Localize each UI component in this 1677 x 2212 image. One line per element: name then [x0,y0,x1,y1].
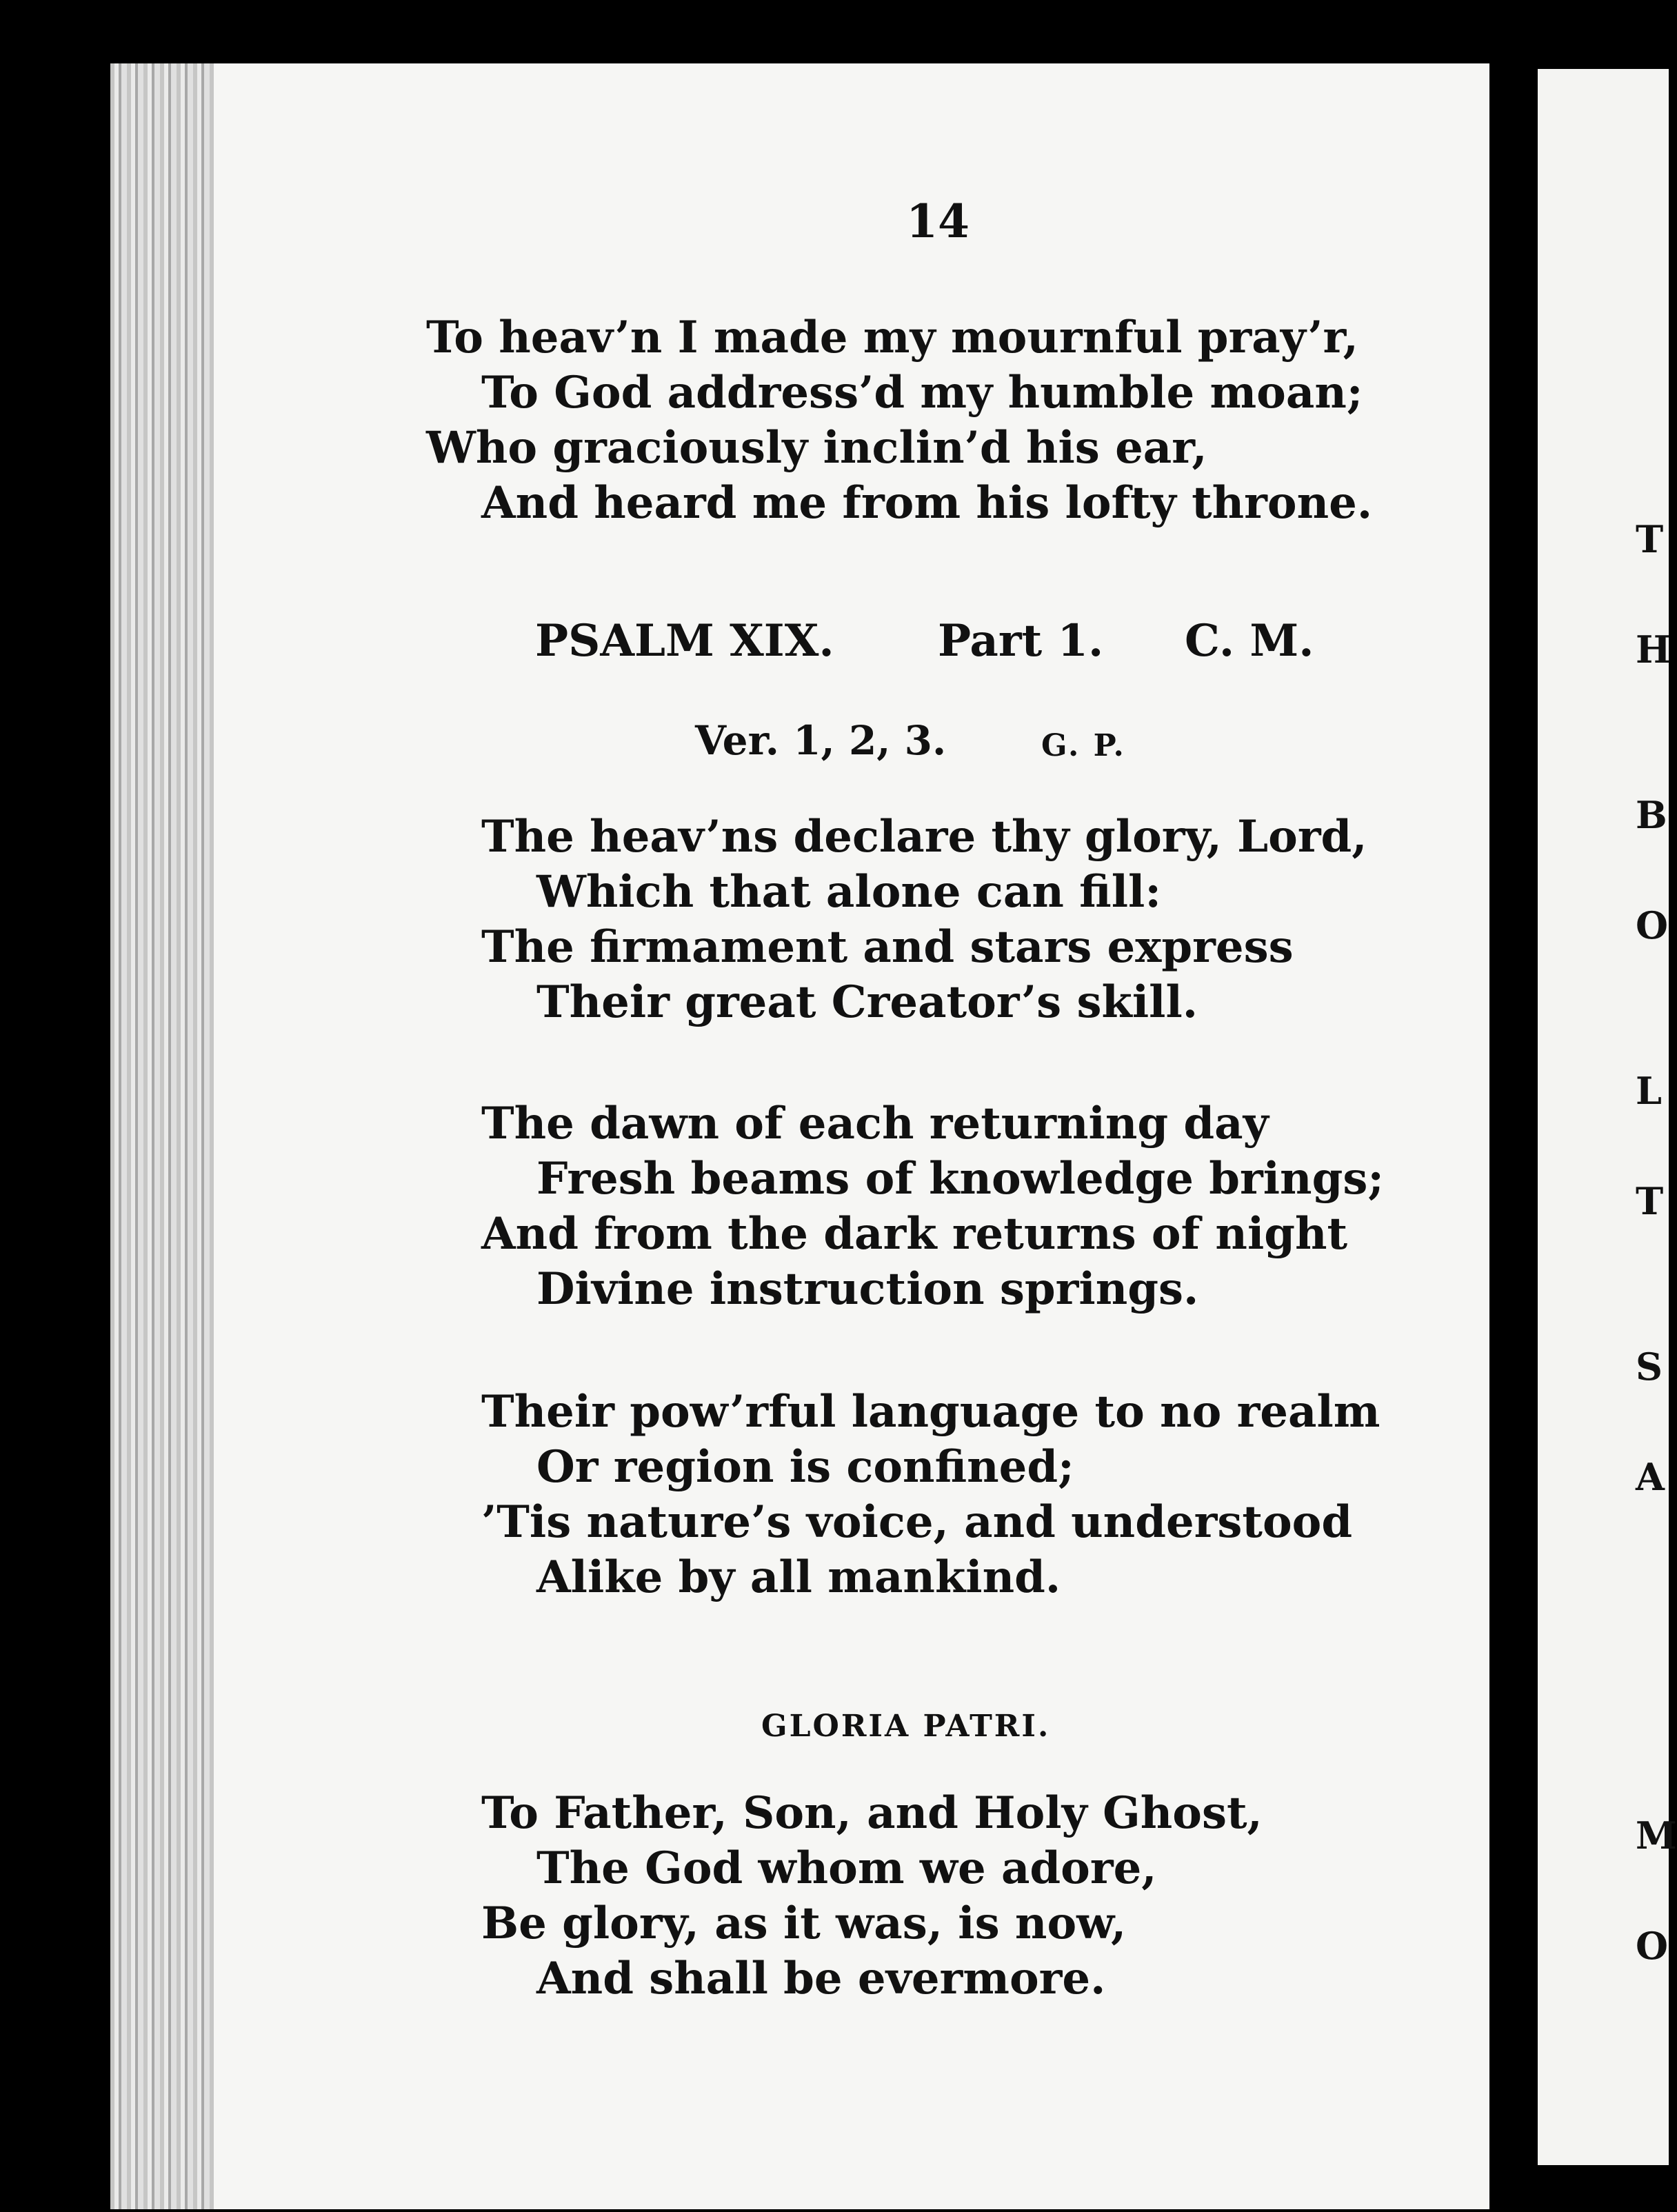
verse-reference: Ver. 1, 2, 3. [695,717,947,764]
verse-line: Their great Creator’s skill. [536,976,1198,1028]
verse-line: The heav’ns declare thy glory, Lord, [481,811,1367,863]
verse-line: And shall be evermore. [536,1953,1106,2004]
verse-line: Their pow’rful language to no realm [481,1386,1380,1438]
right-page-letter: T [1636,517,1664,561]
right-page-letter: O [1636,1924,1669,1968]
verse-line: The God whom we adore, [536,1842,1157,1894]
verse-line: The dawn of each returning day [481,1098,1269,1149]
psalm-title: PSALM XIX. [535,615,834,667]
right-page-letter: T [1636,1179,1664,1223]
right-page-letter: B [1636,793,1667,837]
verse-line: And heard me from his lofty throne. [481,477,1373,529]
verse-line: Fresh beams of knowledge brings; [536,1153,1384,1205]
verse-line: ’Tis nature’s voice, and understood [481,1496,1353,1548]
psalm-meter: C. M. [1185,615,1314,667]
gloria-heading: GLORIA PATRI. [761,1709,1051,1744]
verse-line: Who graciously inclin’d his ear, [426,422,1207,474]
right-page-letter: M [1636,1813,1677,1858]
psalm-part: Part 1. [938,615,1104,667]
verse-line: And from the dark returns of night [481,1208,1348,1260]
right-page-letter: H [1636,627,1671,672]
right-page-letter: A [1636,1455,1665,1499]
verse-line: Alike by all mankind. [536,1551,1061,1603]
verse-line: To God address’d my humble moan; [481,367,1363,419]
verse-line: To Father, Son, and Holy Ghost, [481,1787,1263,1839]
verse-tag: G. P. [1041,728,1126,763]
verse-line: The firmament and stars express [481,921,1294,973]
verse-line: Be glory, as it was, is now, [481,1898,1127,1949]
verse-line: To heav’n I made my mournful pray’r, [426,312,1358,363]
verse-line: Which that alone can fill: [536,866,1161,918]
right-page-letter: L [1636,1069,1662,1113]
verse-line: Or region is confined; [536,1441,1074,1493]
right-page-letter: O [1636,903,1669,947]
verse-line: Divine instruction springs. [536,1263,1199,1315]
page-edges [110,63,214,2209]
page-number: 14 [906,194,970,248]
right-page-letter: S [1636,1345,1663,1389]
